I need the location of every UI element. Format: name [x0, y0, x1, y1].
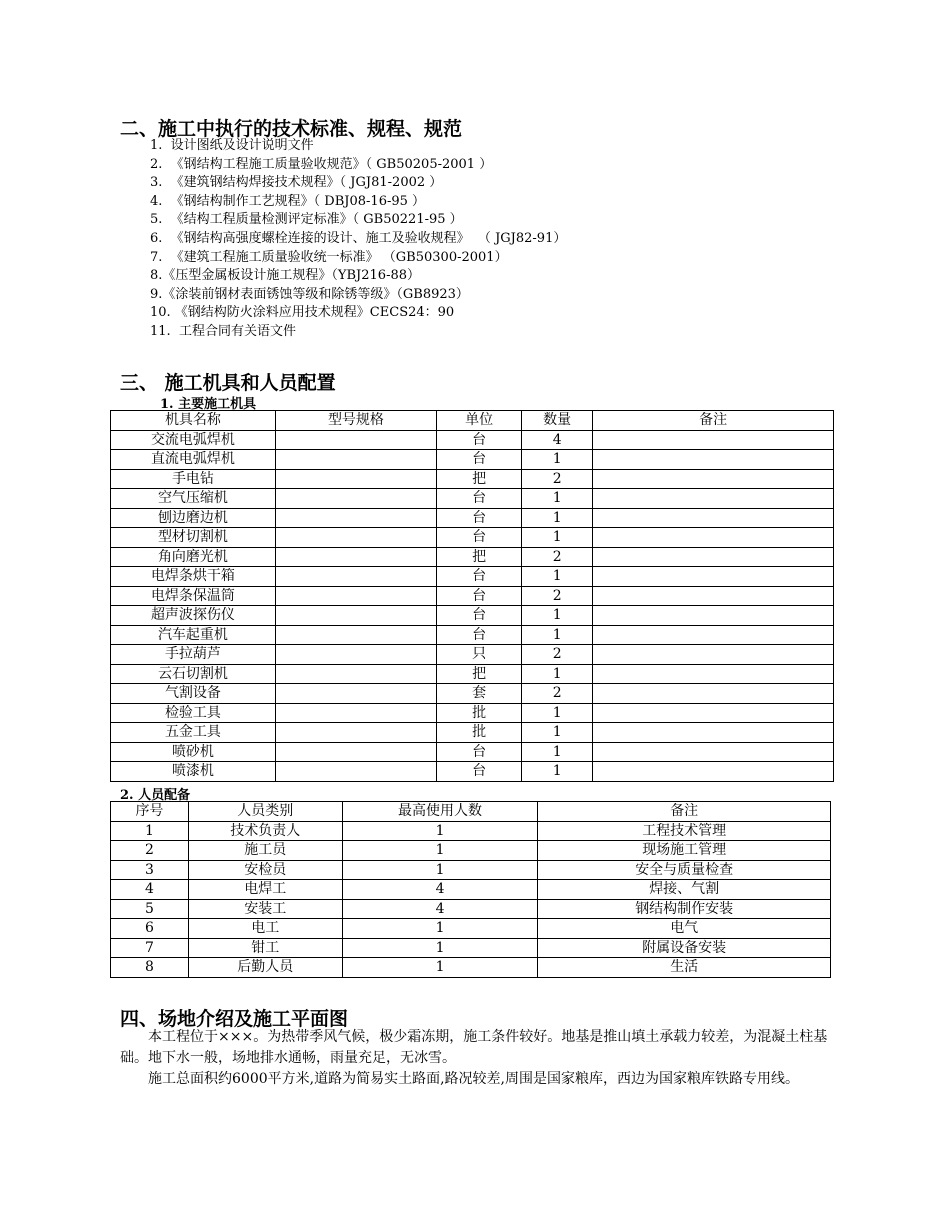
table-cell: 2	[522, 586, 593, 606]
table-cell	[275, 762, 436, 782]
table-cell	[593, 469, 834, 489]
table-cell	[593, 547, 834, 567]
table-cell: 1	[342, 841, 538, 861]
table-cell: 五金工具	[111, 723, 276, 743]
table-cell: 4	[342, 899, 538, 919]
table-cell	[593, 528, 834, 548]
column-header: 最高使用人数	[342, 802, 538, 822]
equipment-row	[111, 469, 834, 489]
equipment-table	[110, 410, 834, 782]
table-cell: 4	[111, 880, 189, 900]
table-cell	[593, 508, 834, 528]
table-cell	[275, 469, 436, 489]
personnel-table	[110, 801, 831, 978]
table-cell	[275, 547, 436, 567]
table-cell	[593, 703, 834, 723]
equipment-row	[111, 625, 834, 645]
personnel-row	[111, 919, 831, 939]
table-cell: 工程技术管理	[538, 821, 831, 841]
table-cell	[593, 723, 834, 743]
equipment-row	[111, 742, 834, 762]
table-cell: 手电钻	[111, 469, 276, 489]
equipment-row	[111, 586, 834, 606]
table-cell: 台	[436, 508, 521, 528]
table-cell: 把	[436, 547, 521, 567]
equipment-row	[111, 703, 834, 723]
table-cell: 批	[436, 723, 521, 743]
table-cell: 1	[522, 703, 593, 723]
table-cell: 2	[111, 841, 189, 861]
table-cell: 2	[522, 684, 593, 704]
table-cell: 超声波探伤仪	[111, 606, 276, 626]
table-cell: 型材切割机	[111, 528, 276, 548]
table-cell: 4	[522, 430, 593, 450]
table-cell	[275, 450, 436, 470]
table-cell: 5	[111, 899, 189, 919]
table-cell: 钳工	[188, 938, 342, 958]
table-cell: 电工	[188, 919, 342, 939]
table-cell: 生活	[538, 958, 831, 978]
table-cell: 只	[436, 645, 521, 665]
table-cell	[593, 606, 834, 626]
column-header: 机具名称	[111, 411, 276, 431]
table-cell: 1	[522, 567, 593, 587]
equipment-row	[111, 528, 834, 548]
table-cell: 喷漆机	[111, 762, 276, 782]
equipment-row	[111, 450, 834, 470]
table-cell	[593, 664, 834, 684]
table-cell: 3	[111, 860, 189, 880]
standard-item: 7. 《建筑工程施工质量验收统一标准》 （GB50300-2001）	[150, 249, 508, 265]
table-cell: 台	[436, 625, 521, 645]
table-cell: 1	[522, 664, 593, 684]
standard-item: 1. 设计图纸及设计说明文件	[150, 138, 314, 153]
table-cell: 台	[436, 742, 521, 762]
table-cell: 电焊条烘干箱	[111, 567, 276, 587]
standard-item: 3. 《建筑钢结构焊接技术规程》（ JGJ81-2002 ）	[150, 175, 443, 191]
table-cell: 1	[342, 958, 538, 978]
table-cell	[593, 742, 834, 762]
equipment-row	[111, 684, 834, 704]
table-cell	[275, 489, 436, 509]
standard-item: 10. 《钢结构防火涂料应用技术规程》CECS24：90	[150, 305, 455, 321]
table-cell	[275, 664, 436, 684]
equipment-header-row	[111, 411, 834, 431]
table-cell: 交流电弧焊机	[111, 430, 276, 450]
equipment-row	[111, 547, 834, 567]
column-header: 单位	[436, 411, 521, 431]
table-cell: 1	[522, 762, 593, 782]
table-cell: 检验工具	[111, 703, 276, 723]
table-cell: 汽车起重机	[111, 625, 276, 645]
equipment-row	[111, 508, 834, 528]
table-cell: 2	[522, 645, 593, 665]
equipment-row	[111, 430, 834, 450]
table-cell: 手拉葫芦	[111, 645, 276, 665]
section2-title: 二、施工中执行的技术标准、规程、规范	[120, 118, 463, 140]
table-cell: 2	[522, 547, 593, 567]
table-cell: 喷砂机	[111, 742, 276, 762]
table-cell	[593, 586, 834, 606]
table-cell: 批	[436, 703, 521, 723]
standards-list	[150, 137, 566, 342]
standard-item: 4. 《钢结构制作工艺规程》（ DBJ08-16-95 ）	[150, 193, 426, 209]
equipment-row	[111, 567, 834, 587]
equipment-row	[111, 664, 834, 684]
table-cell: 1	[342, 938, 538, 958]
column-header: 型号规格	[275, 411, 436, 431]
table-cell: 焊接、气割	[538, 880, 831, 900]
section3-title: 三、 施工机具和人员配置	[120, 372, 336, 394]
personnel-row	[111, 880, 831, 900]
personnel-header-row	[111, 802, 831, 822]
table-cell: 云石切割机	[111, 664, 276, 684]
table-cell	[275, 606, 436, 626]
personnel-row	[111, 841, 831, 861]
table-cell: 7	[111, 938, 189, 958]
column-header: 备注	[538, 802, 831, 822]
site-area-paragraph: 施工总面积约6000平方米,道路为简易实土路面,路况较差,周围是国家粮库，西边为国家粮库铁路专用线。	[148, 1071, 799, 1087]
section4-title: 四、场地介绍及施工平面图	[120, 1008, 349, 1030]
column-header: 序号	[111, 802, 189, 822]
table-cell: 台	[436, 586, 521, 606]
table-cell: 2	[522, 469, 593, 489]
table-cell	[593, 450, 834, 470]
table-cell	[275, 586, 436, 606]
column-header: 数量	[522, 411, 593, 431]
table-cell: 1	[522, 723, 593, 743]
table-cell	[275, 742, 436, 762]
table-cell: 1	[522, 489, 593, 509]
table-cell: 安装工	[188, 899, 342, 919]
table-cell	[593, 430, 834, 450]
equipment-row	[111, 489, 834, 509]
equipment-row	[111, 645, 834, 665]
standard-item: 5. 《结构工程质量检测评定标准》（ GB50221-95 ）	[150, 212, 463, 228]
standard-item: 9.《涂装前钢材表面锈蚀等级和除锈等级》（GB8923）	[150, 286, 469, 302]
table-cell: 刨边磨边机	[111, 508, 276, 528]
table-cell: 1	[111, 821, 189, 841]
table-cell: 1	[522, 606, 593, 626]
table-cell: 台	[436, 450, 521, 470]
table-cell: 1	[522, 625, 593, 645]
column-header: 人员类别	[188, 802, 342, 822]
table-cell: 直流电弧焊机	[111, 450, 276, 470]
equipment-row	[111, 762, 834, 782]
standard-item: 11. 工程合同有关语文件	[150, 323, 296, 339]
table-cell	[593, 567, 834, 587]
table-cell: 施工员	[188, 841, 342, 861]
table-cell	[275, 625, 436, 645]
equipment-subtitle: 1. 主要施工机具	[160, 397, 257, 412]
table-cell: 台	[436, 762, 521, 782]
table-cell: 空气压缩机	[111, 489, 276, 509]
table-cell: 气割设备	[111, 684, 276, 704]
personnel-row	[111, 899, 831, 919]
table-cell: 把	[436, 469, 521, 489]
table-cell: 电气	[538, 919, 831, 939]
table-cell: 1	[522, 742, 593, 762]
standard-item: 6. 《钢结构高强度螺栓连接的设计、施工及验收规程》 （ JGJ82-91）	[150, 230, 567, 246]
personnel-subtitle: 2. 人员配备	[120, 788, 191, 803]
personnel-row	[111, 958, 831, 978]
table-cell: 台	[436, 528, 521, 548]
table-cell: 1	[522, 508, 593, 528]
table-cell	[275, 684, 436, 704]
table-cell	[593, 684, 834, 704]
equipment-row	[111, 723, 834, 743]
table-cell: 8	[111, 958, 189, 978]
personnel-row	[111, 860, 831, 880]
table-cell	[593, 762, 834, 782]
site-description-paragraph: 本工程位于×××。为热带季风气候，极少霜冻期，施工条件较好。地基是推山填土承载力较差，为混凝土柱基础。地下水一般，场地排水通畅，雨量充足，无冰雪。	[120, 1029, 828, 1066]
table-cell: 电焊工	[188, 880, 342, 900]
table-cell	[275, 528, 436, 548]
table-cell: 钢结构制作安装	[538, 899, 831, 919]
table-cell	[275, 567, 436, 587]
table-cell: 台	[436, 489, 521, 509]
table-cell: 4	[342, 880, 538, 900]
personnel-row	[111, 821, 831, 841]
equipment-row	[111, 606, 834, 626]
table-cell: 安检员	[188, 860, 342, 880]
table-cell	[275, 645, 436, 665]
table-cell	[275, 508, 436, 528]
table-cell: 台	[436, 567, 521, 587]
table-cell: 1	[342, 919, 538, 939]
table-cell: 附属设备安装	[538, 938, 831, 958]
table-cell: 现场施工管理	[538, 841, 831, 861]
table-cell: 后勤人员	[188, 958, 342, 978]
personnel-row	[111, 938, 831, 958]
table-cell: 台	[436, 430, 521, 450]
table-cell: 台	[436, 606, 521, 626]
column-header: 备注	[593, 411, 834, 431]
table-cell	[593, 645, 834, 665]
table-cell: 套	[436, 684, 521, 704]
table-cell: 安全与质量检查	[538, 860, 831, 880]
table-cell: 6	[111, 919, 189, 939]
table-cell	[275, 430, 436, 450]
standard-item: 8.《压型金属板设计施工规程》（YBJ216-88）	[150, 268, 420, 284]
table-cell: 1	[522, 528, 593, 548]
table-cell: 技术负责人	[188, 821, 342, 841]
standard-item: 2. 《钢结构工程施工质量验收规范》（ GB50205-2001 ）	[150, 156, 493, 172]
table-cell	[593, 489, 834, 509]
table-cell	[275, 723, 436, 743]
table-cell: 把	[436, 664, 521, 684]
table-cell: 1	[342, 860, 538, 880]
table-cell: 1	[342, 821, 538, 841]
table-cell: 角向磨光机	[111, 547, 276, 567]
table-cell: 1	[522, 450, 593, 470]
table-cell: 电焊条保温筒	[111, 586, 276, 606]
table-cell	[593, 625, 834, 645]
table-cell	[275, 703, 436, 723]
